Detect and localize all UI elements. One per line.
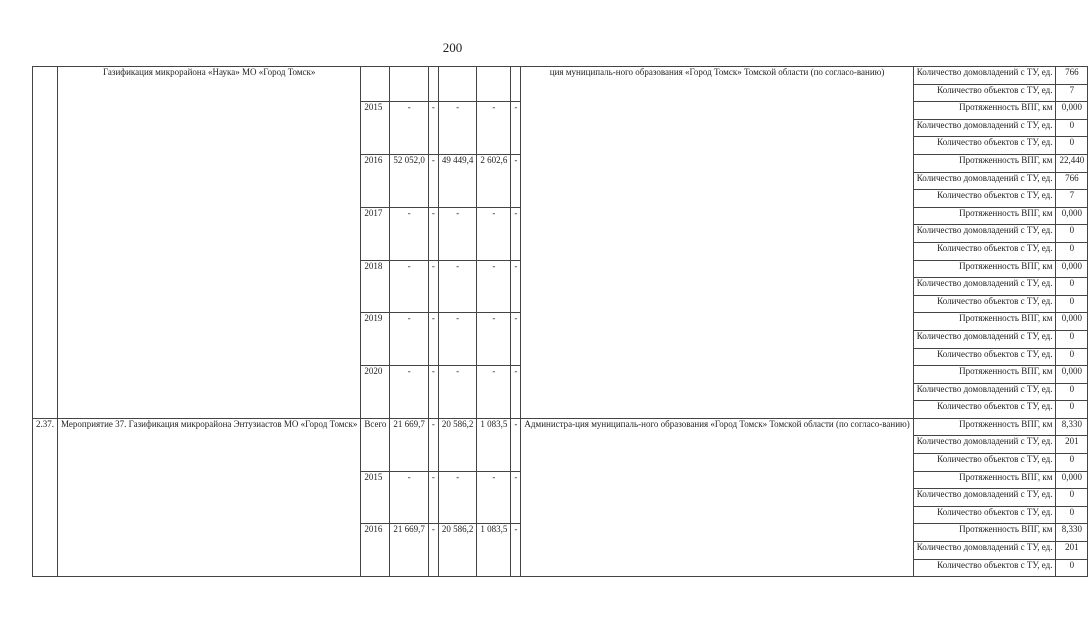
total-cell: -	[390, 260, 429, 313]
year-cell: 2016	[361, 524, 390, 577]
indicator-name: Количество объектов с ТУ, ед.	[913, 190, 1056, 208]
fed-cell: -	[428, 418, 438, 471]
indicator-value: 0	[1056, 119, 1088, 137]
other-cell: -	[511, 102, 521, 155]
other-cell: -	[511, 207, 521, 260]
indicator-value: 0	[1056, 295, 1088, 313]
indicator-value: 0,000	[1056, 102, 1088, 120]
total-cell: -	[390, 102, 429, 155]
indicator-name: Протяженность ВПГ, км	[913, 102, 1056, 120]
reg-cell: -	[438, 102, 477, 155]
fed-cell: -	[428, 524, 438, 577]
year-cell: 2015	[361, 102, 390, 155]
reg-cell: -	[438, 313, 477, 366]
indicator-name: Количество домовладений с ТУ, ед.	[913, 436, 1056, 454]
indicator-name: Количество домовладений с ТУ, ед.	[913, 278, 1056, 296]
indicator-name: Протяженность ВПГ, км	[913, 154, 1056, 172]
indicator-value: 0	[1056, 454, 1088, 472]
indicator-name: Количество объектов с ТУ, ед.	[913, 348, 1056, 366]
loc-cell: -	[477, 260, 511, 313]
indicator-value: 0,000	[1056, 260, 1088, 278]
indicator-value: 0	[1056, 506, 1088, 524]
indicator-name: Количество объектов с ТУ, ед.	[913, 506, 1056, 524]
total-cell: -	[390, 471, 429, 524]
year-cell: 2020	[361, 366, 390, 419]
fed-cell: -	[428, 102, 438, 155]
fed-cell: -	[428, 154, 438, 207]
indicator-value: 7	[1056, 84, 1088, 102]
indicator-value: 22,440	[1056, 154, 1088, 172]
loc-cell: 2 602,6	[477, 154, 511, 207]
indicator-value: 8,330	[1056, 524, 1088, 542]
indicator-name: Количество домовладений с ТУ, ед.	[913, 67, 1056, 85]
reg-cell: -	[438, 366, 477, 419]
indicator-value: 0,000	[1056, 366, 1088, 384]
indicator-name: Количество домовладений с ТУ, ед.	[913, 489, 1056, 507]
reg-cell	[438, 67, 477, 102]
loc-cell	[477, 67, 511, 102]
indicator-name: Количество домовладений с ТУ, ед.	[913, 383, 1056, 401]
indicator-name: Количество домовладений с ТУ, ед.	[913, 330, 1056, 348]
program-table	[32, 66, 1088, 577]
indicator-name: Количество домовладений с ТУ, ед.	[913, 225, 1056, 243]
fed-cell: -	[428, 207, 438, 260]
indicator-value: 201	[1056, 542, 1088, 560]
total-cell: 52 052,0	[390, 154, 429, 207]
table-row	[33, 418, 1088, 436]
total-cell: -	[390, 366, 429, 419]
loc-cell: -	[477, 102, 511, 155]
total-cell: -	[390, 313, 429, 366]
indicator-value: 0,000	[1056, 313, 1088, 331]
total-cell: 21 669,7	[390, 418, 429, 471]
page-number: 200	[442, 40, 463, 55]
fed-cell	[428, 67, 438, 102]
indicator-name: Протяженность ВПГ, км	[913, 524, 1056, 542]
year-cell: 2016	[361, 154, 390, 207]
indicator-value: 766	[1056, 172, 1088, 190]
total-cell	[390, 67, 429, 102]
indicator-value: 0	[1056, 348, 1088, 366]
indicator-name: Количество объектов с ТУ, ед.	[913, 137, 1056, 155]
reg-cell: -	[438, 260, 477, 313]
indicator-name: Количество домовладений с ТУ, ед.	[913, 172, 1056, 190]
loc-cell: -	[477, 366, 511, 419]
total-cell: -	[390, 207, 429, 260]
loc-cell: -	[477, 471, 511, 524]
other-cell: -	[511, 524, 521, 577]
loc-cell: 1 083,5	[477, 524, 511, 577]
indicator-value: 0	[1056, 383, 1088, 401]
indicator-value: 201	[1056, 436, 1088, 454]
other-cell: -	[511, 418, 521, 471]
other-cell: -	[511, 366, 521, 419]
loc-cell: 1 083,5	[477, 418, 511, 471]
measure-name: Мероприятие 37. Газификация микрорайона Энтузиастов МО «Город Томск»	[58, 418, 361, 576]
other-cell	[511, 67, 521, 102]
year-cell: 2019	[361, 313, 390, 366]
reg-cell: -	[438, 207, 477, 260]
year-cell: Всего	[361, 418, 390, 471]
indicator-value: 8,330	[1056, 418, 1088, 436]
indicator-value: 0	[1056, 489, 1088, 507]
indicator-name: Протяженность ВПГ, км	[913, 418, 1056, 436]
indicator-value: 0	[1056, 225, 1088, 243]
indicator-name: Количество объектов с ТУ, ед.	[913, 454, 1056, 472]
indicator-value: 0,000	[1056, 207, 1088, 225]
year-cell: 2018	[361, 260, 390, 313]
indicator-name: Количество объектов с ТУ, ед.	[913, 242, 1056, 260]
loc-cell: -	[477, 207, 511, 260]
year-cell	[361, 67, 390, 102]
indicator-value: 0	[1056, 330, 1088, 348]
reg-cell: 20 586,2	[438, 524, 477, 577]
indicator-name: Протяженность ВПГ, км	[913, 471, 1056, 489]
indicator-name: Количество домовладений с ТУ, ед.	[913, 119, 1056, 137]
indicator-value: 0,000	[1056, 471, 1088, 489]
indicator-value: 0	[1056, 401, 1088, 419]
fed-cell: -	[428, 313, 438, 366]
executor: Администра-ция муниципаль-ного образования «Город Томск» Томской области (по согласо-ванию)	[521, 418, 913, 576]
reg-cell: 49 449,4	[438, 154, 477, 207]
measure-name: Газификация микрорайона «Наука» МО «Город Томск»	[58, 67, 361, 419]
indicator-value: 766	[1056, 67, 1088, 85]
fed-cell: -	[428, 260, 438, 313]
indicator-name: Протяженность ВПГ, км	[913, 260, 1056, 278]
fed-cell: -	[428, 366, 438, 419]
indicator-value: 7	[1056, 190, 1088, 208]
indicator-value: 0	[1056, 278, 1088, 296]
indicator-name: Количество домовладений с ТУ, ед.	[913, 542, 1056, 560]
table-row	[33, 67, 1088, 85]
loc-cell: -	[477, 313, 511, 366]
other-cell: -	[511, 260, 521, 313]
row-number	[33, 67, 58, 419]
executor: ция муниципаль-ного образования «Город Томск» Томской области (по согласо-ванию)	[521, 67, 913, 419]
other-cell: -	[511, 154, 521, 207]
row-number: 2.37.	[33, 418, 58, 576]
indicator-name: Протяженность ВПГ, км	[913, 366, 1056, 384]
other-cell: -	[511, 313, 521, 366]
reg-cell: -	[438, 471, 477, 524]
indicator-value: 0	[1056, 559, 1088, 577]
indicator-value: 0	[1056, 137, 1088, 155]
indicator-name: Протяженность ВПГ, км	[913, 313, 1056, 331]
fed-cell: -	[428, 471, 438, 524]
other-cell: -	[511, 471, 521, 524]
indicator-name: Протяженность ВПГ, км	[913, 207, 1056, 225]
year-cell: 2015	[361, 471, 390, 524]
indicator-name: Количество объектов с ТУ, ед.	[913, 559, 1056, 577]
year-cell: 2017	[361, 207, 390, 260]
reg-cell: 20 586,2	[438, 418, 477, 471]
total-cell: 21 669,7	[390, 524, 429, 577]
indicator-name: Количество объектов с ТУ, ед.	[913, 401, 1056, 419]
indicator-name: Количество объектов с ТУ, ед.	[913, 295, 1056, 313]
indicator-name: Количество объектов с ТУ, ед.	[913, 84, 1056, 102]
indicator-value: 0	[1056, 242, 1088, 260]
